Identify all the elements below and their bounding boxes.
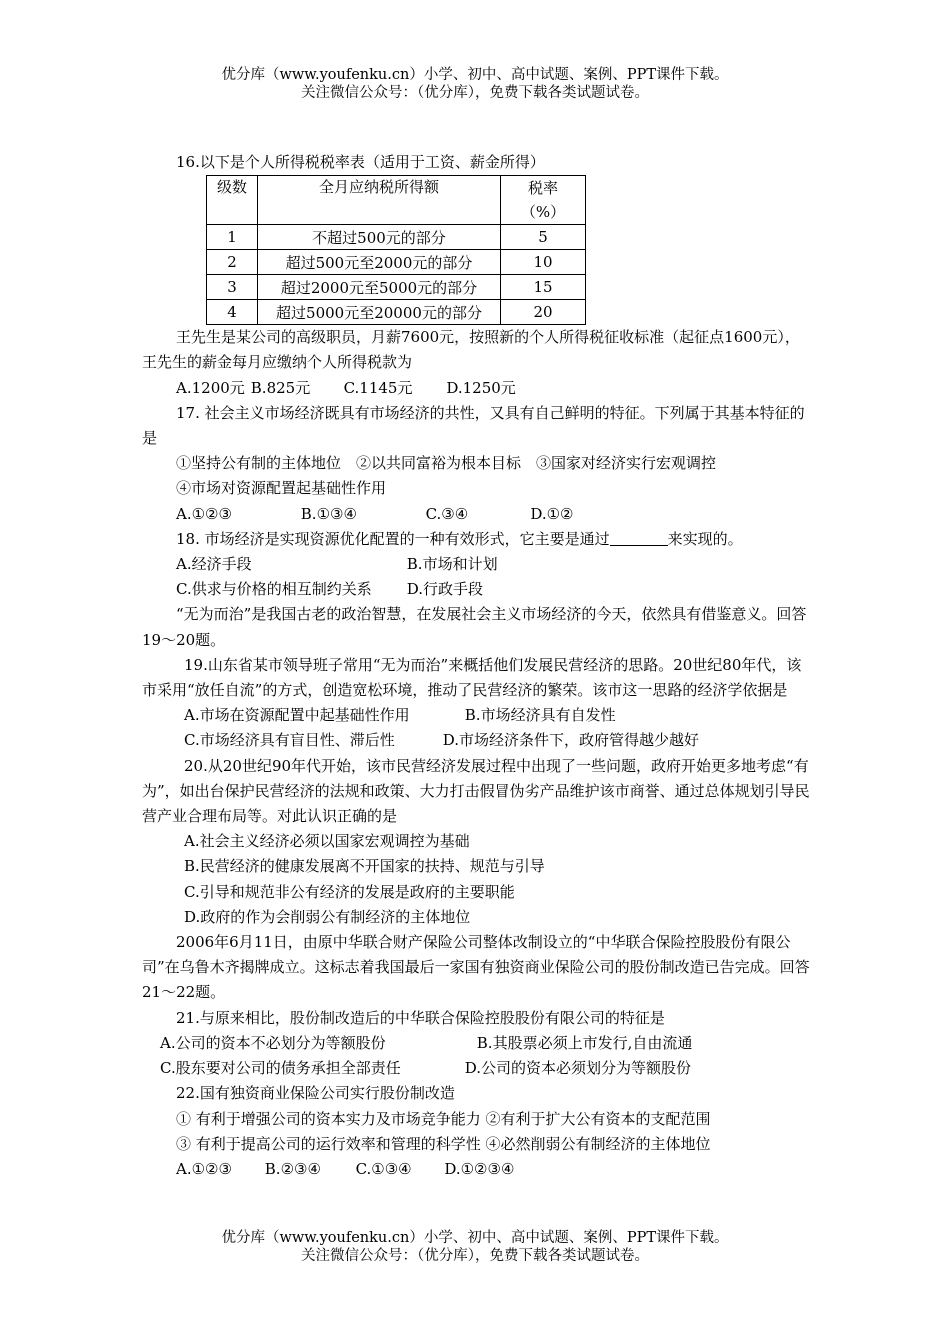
table-cell: 20 [501,300,586,325]
table-row [207,250,586,275]
table-cell: 超过2000元至5000元的部分 [258,275,501,300]
q16-stem: 王先生是某公司的高级职员，月薪7600元，按照新的个人所得税征收标准（起征点1600元），王先生的薪金每月应缴纳个人所得税款为 [142,328,800,372]
q22-options [142,1157,810,1182]
q21-options-row-1 [142,1031,810,1056]
q18-option-a: A.经济手段 [176,555,252,574]
q18-stem-after: 来实现的。 [667,529,743,548]
table-cell: 1 [207,225,258,250]
header-line-1: 优分库（www.youfenku.cn）小学、初中、高中试题、案例、PPT课件下载。 [221,67,729,83]
q17-options [142,502,810,527]
table-cell: 超过500元至2000元的部分 [258,250,501,275]
q18-option-d: D.行政手段 [406,580,484,599]
q17-option-c: C.③④ [425,504,469,523]
intro-21-22: 2006年6月11日，由原中华联合财产保险公司整体改制设立的“中华联合保险控股股份有限公司”在乌鲁木齐揭牌成立。这标志着我国最后一家国有独资商业保险公司的股份制改造已告完成。回答21～22题。 [142,933,810,1002]
q21-option-d: D.公司的资本必须划分为等额股份 [464,1059,692,1078]
q19-options-row-1 [142,703,810,728]
table-cell: 不超过500元的部分 [258,225,501,250]
q21-option-b: B.其股票必须上市发行,自由流通 [476,1033,693,1052]
q17-option-a: A.①②③ [176,504,232,523]
q22-option-d: D.①②③④ [444,1159,515,1178]
q16-option-b: B.825元 [250,378,311,397]
q18-options-row-2 [142,577,810,602]
q17-stem: 17. 社会主义市场经济既具有市场经济的共性，又具有自己鲜明的特征。下列属于其基本特征的是 [142,403,805,448]
q16-title: 16.以下是个人所得税税率表（适用于工资、薪金所得） [176,153,545,171]
q18-option-c: C.供求与价格的相互制约关系 [176,580,372,599]
q20-option-b: B.民营经济的健康发展离不开国家的扶持、规范与引导 [184,857,545,876]
table-cell: 4 [207,300,258,325]
q21-option-c: C.股东要对公司的债务承担全部责任 [160,1059,401,1078]
q21-option-a: A.公司的资本不必划分为等额股份 [160,1033,386,1052]
q22-items-1: ① 有利于增强公司的资本实力及市场竞争能力 ②有利于扩大公有资本的支配范围 [176,1109,711,1128]
exam-content [142,150,810,1182]
q16-option-c: C.1145元 [343,378,413,397]
q20-option-a: A.社会主义经济必须以国家宏观调控为基础 [184,832,470,851]
q17-items-1: ①坚持公有制的主体地位 ②以共同富裕为根本目标 ③国家对经济实行宏观调控 [176,454,717,473]
q19-option-a: A.市场在资源配置中起基础性作用 [184,706,410,725]
q20-option-c: C.引导和规范非公有经济的发展是政府的主要职能 [184,882,515,901]
q16-option-d: D.1250元 [446,378,516,397]
page-footer [0,1229,950,1265]
q20-option-d: D.政府的作为会削弱公有制经济的主体地位 [184,907,471,926]
table-row [207,300,586,325]
q19-option-c: C.市场经济具有盲目性、滞后性 [184,731,395,750]
footer-line-1: 优分库（www.youfenku.cn）小学、初中、高中试题、案例、PPT课件下载。 [221,1230,729,1246]
table-cell: 2 [207,250,258,275]
table-cell: 5 [501,225,586,250]
q19-option-d: D.市场经济条件下，政府管得越少越好 [442,731,700,750]
table-cell: 10 [501,250,586,275]
table-row [207,225,586,250]
q16-options [142,376,810,401]
q17-items-2: ④市场对资源配置起基础性作用 [176,479,387,498]
tax-rate-table [206,175,586,325]
q22-items-2: ③ 有利于提高公司的运行效率和管理的科学性 ④必然削弱公有制经济的主体地位 [176,1134,711,1153]
q22-stem: 22.国有独资商业保险公司实行股份制改造 [176,1084,455,1103]
q22-option-b: B.②③④ [264,1159,321,1178]
table-row [207,275,586,300]
q18-option-b: B.市场和计划 [406,555,498,574]
q17-option-b: B.①③④ [300,504,357,523]
q20-stem: 20.从20世纪90年代开始，该市民营经济发展过程中出现了一些问题，政府开始更多地考虑“有为”，如出台保护民营经济的法规和政策、大力打击假冒伪劣产品维护该市商誉、通过总体规划引导民营产业合理布局等。对此认识正确的是 [142,756,810,826]
table-header-row [207,176,586,225]
header-line-2: 关注微信公众号：（优分库），免费下载各类试题试卷。 [301,85,649,101]
table-cell: 超过5000元至20000元的部分 [258,300,501,325]
q18-stem-before: 18. 市场经济是实现资源优化配置的一种有效形式，它主要是通过 [176,529,610,548]
q19-options-row-2 [142,728,810,753]
q22-option-c: C.①③④ [355,1159,412,1178]
q16-option-a: A.1200元 [176,378,245,397]
q21-stem: 21.与原来相比，股份制改造后的中华联合保险控股股份有限公司的特征是 [176,1008,665,1027]
footer-line-2: 关注微信公众号：（优分库），免费下载各类试题试卷。 [301,1248,649,1264]
q17-option-d: D.①② [530,504,574,523]
q19-stem: 19.山东省某市领导班子常用“无为而治”来概括他们发展民营经济的思路。20世纪80年代，该市采用“放任自流”的方式，创造宽松环境，推动了民营经济的繁荣。该市这一思路的经济学依据是 [142,655,802,700]
header-rate [501,176,586,225]
header-rate-unit: （%） [520,203,566,222]
header-rate-label: 税率 [527,179,558,198]
q18-answer-blank [610,529,668,546]
table-cell: 3 [207,275,258,300]
page-header [0,66,950,102]
q18-options-row-1 [142,552,810,577]
header-level: 级数 [207,176,258,225]
header-income: 全月应纳税所得额 [258,176,501,225]
table-cell: 15 [501,275,586,300]
q19-option-b: B.市场经济具有自发性 [464,706,616,725]
q18-stem [142,527,810,552]
q21-options-row-2 [142,1056,810,1081]
intro-19-20: “无为而治”是我国古老的政治智慧，在发展社会主义市场经济的今天，依然具有借鉴意义。回答19～20题。 [142,605,807,649]
q22-option-a: A.①②③ [176,1159,232,1178]
